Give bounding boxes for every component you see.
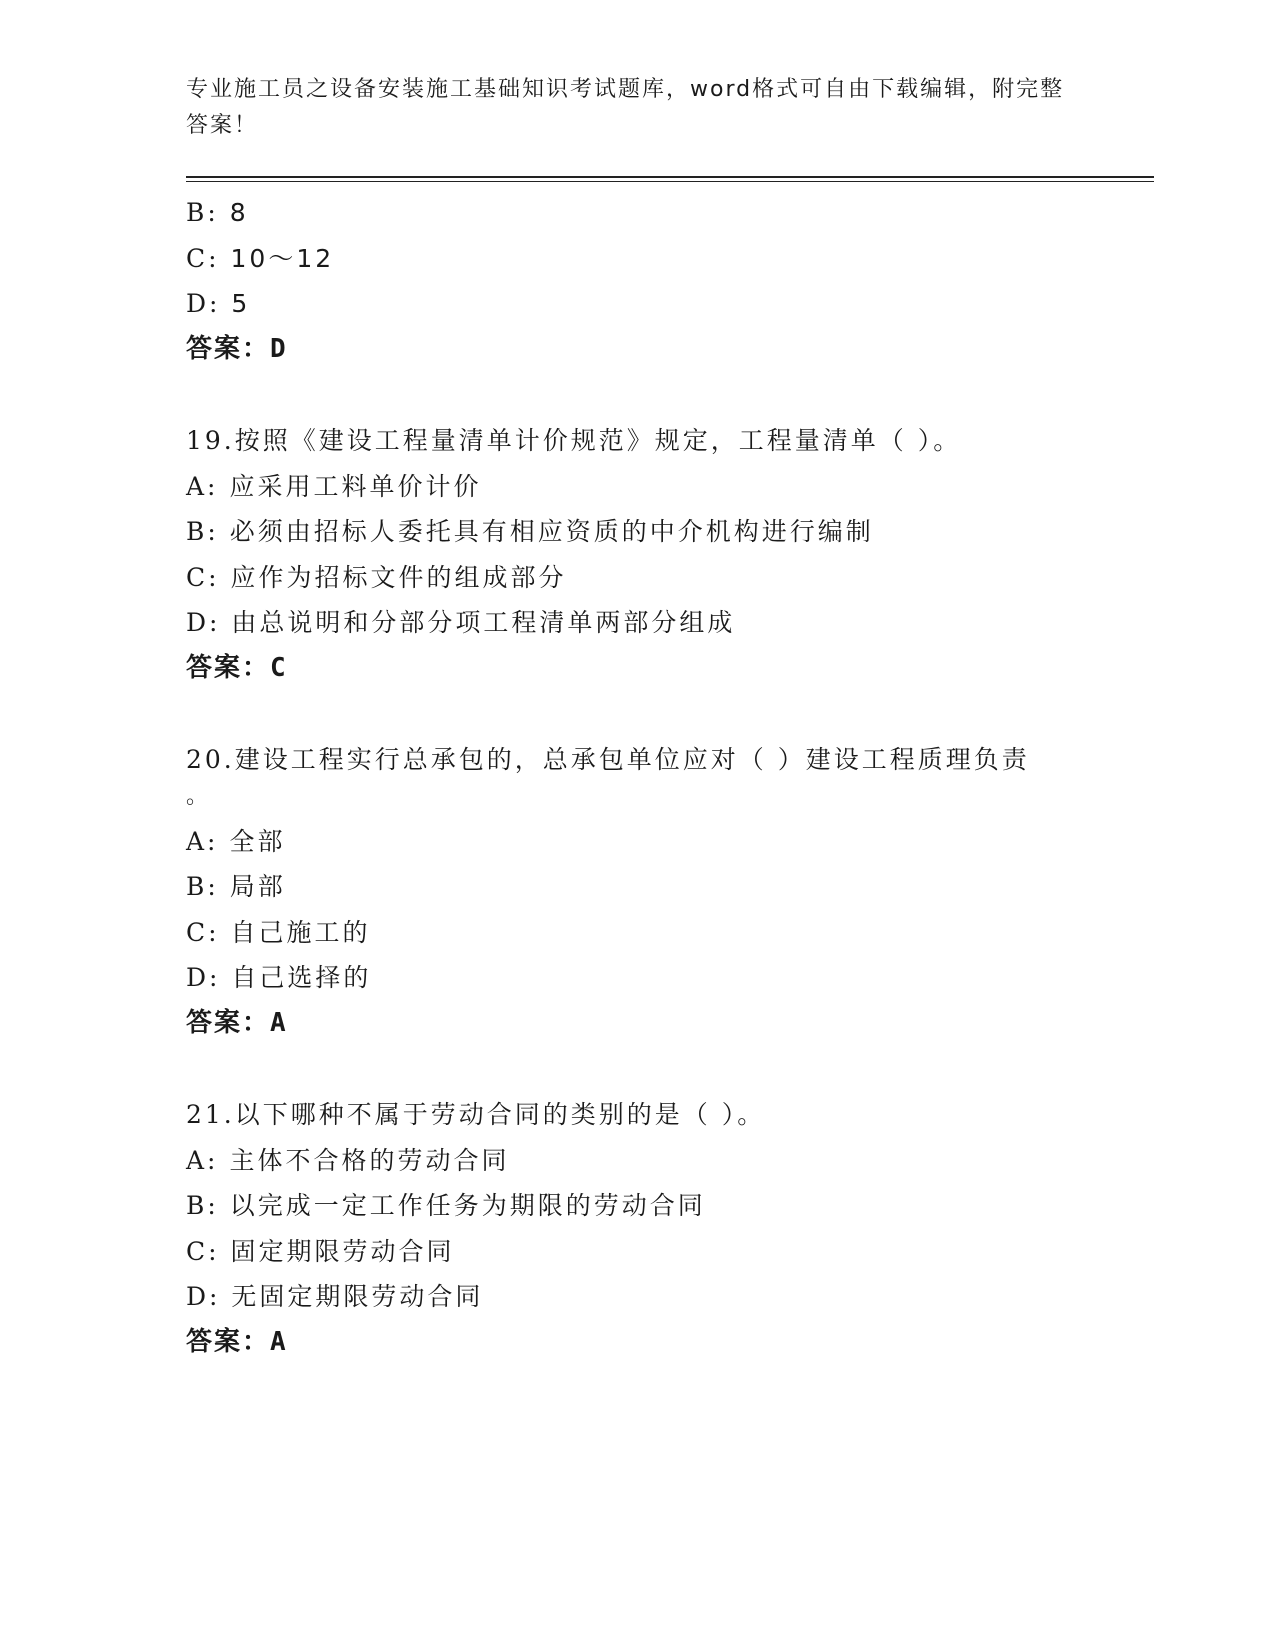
option-d: D: 自己选择的	[186, 963, 372, 992]
question-number: 21.	[186, 1100, 235, 1129]
option-a: A: 全部	[186, 826, 286, 856]
option-a: A: 应采用工料单价计价	[186, 471, 482, 501]
option-d: D: 5	[186, 289, 251, 318]
question-text: 以下哪种不属于劳动合同的类别的是（ ）。	[234, 1100, 766, 1129]
question-21	[186, 1092, 1086, 1138]
option-d: D: 无固定期限劳动合同	[186, 1282, 484, 1311]
option-a: A: 主体不合格的劳动合同	[186, 1145, 510, 1175]
option-d: D: 由总说明和分部分项工程清单两部分组成	[186, 608, 736, 637]
answer-line: 答案：A	[186, 1007, 288, 1038]
option-b: B: 必须由招标人委托具有相应资质的中介机构进行编制	[186, 517, 874, 546]
answer-line: 答案：D	[186, 333, 288, 364]
header-rule-thick	[186, 176, 1154, 178]
option-c: C: 应作为招标文件的组成部分	[186, 562, 567, 592]
question-19	[186, 418, 1086, 464]
document-header: 专业施工员之设备安装施工基础知识考试题库，word格式可自由下载编辑，附完整答案！	[186, 77, 1065, 138]
answer-line: 答案：C	[186, 652, 288, 683]
question-content	[186, 190, 1086, 1365]
answer-line: 答案：A	[186, 1326, 288, 1357]
option-b: B: 局部	[186, 872, 286, 901]
question-number: 19.	[186, 426, 235, 455]
question-number: 20.	[186, 745, 235, 774]
option-b: B: 以完成一定工作任务为期限的劳动合同	[186, 1191, 706, 1220]
question-text-continuation: 。	[186, 783, 212, 809]
question-text: 按照《建设工程量清单计价规范》规定，工程量清单（ ）。	[234, 426, 962, 455]
option-c: C: 自己施工的	[186, 917, 371, 947]
option-c: C: 固定期限劳动合同	[186, 1236, 455, 1266]
option-c: C: 10～12	[186, 243, 335, 273]
header-rule-thin	[186, 181, 1154, 182]
question-20	[186, 737, 1086, 783]
option-b: B: 8	[186, 198, 249, 227]
question-text: 建设工程实行总承包的，总承包单位应对（ ）建设工程质理负责	[234, 745, 1030, 774]
